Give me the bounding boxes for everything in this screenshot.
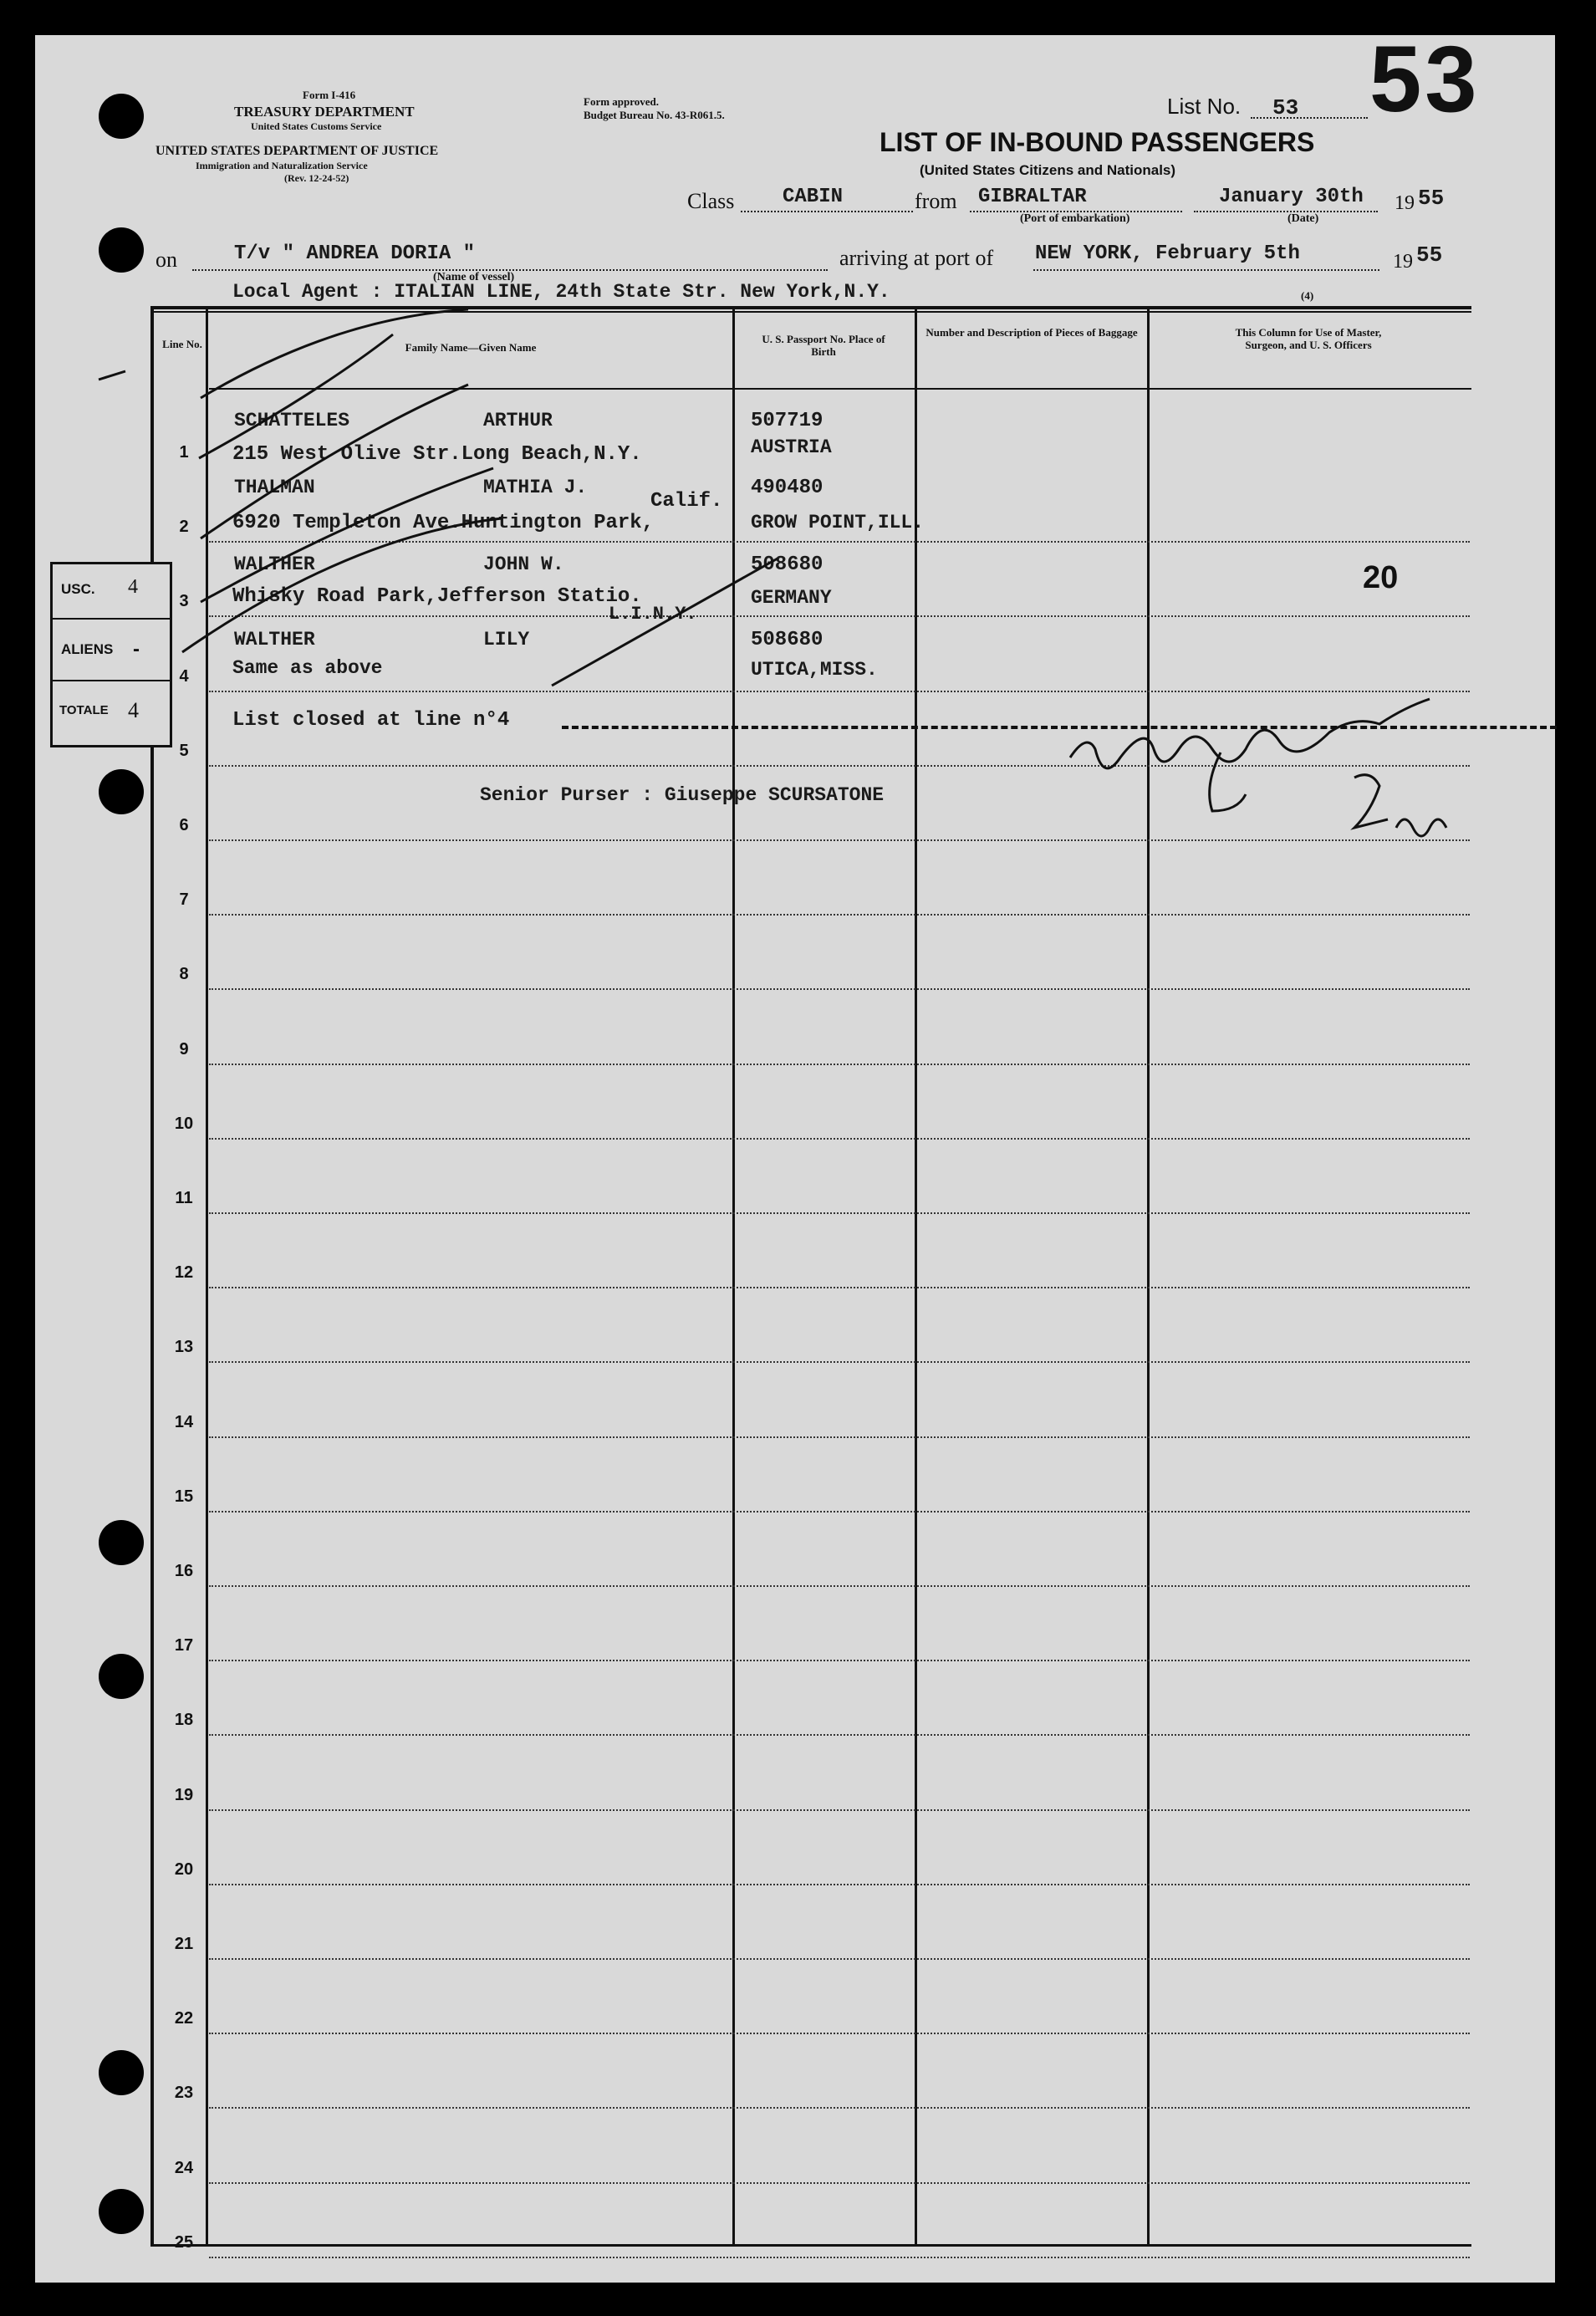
arrival-line [1033,269,1379,271]
port-embarkation: GIBRALTAR [978,186,1087,208]
line-number: 4 [179,666,189,686]
p1-family: SCHATTELES [234,410,350,431]
budget-bureau: Budget Bureau No. 43-R061.5. [584,109,725,121]
manifest-page [35,35,1555,2283]
p2-birthplace: GROW POINT,ILL. [751,512,925,533]
p4-passport: 508680 [751,629,823,651]
ref-4: (4) [1301,289,1314,302]
line-number: 18 [174,1711,194,1730]
arrival-port-date: NEW YORK, February 5th [1035,242,1300,265]
p2-passport: 490480 [751,477,823,499]
date-caption: (Date) [1288,212,1319,225]
line-number: 10 [174,1114,194,1133]
p3-given: JOHN W. [483,553,564,575]
line-number: 23 [174,2084,194,2103]
line-number: 17 [174,1636,194,1655]
treasury-dept: TREASURY DEPARTMENT [234,104,415,120]
row-divider [209,988,1470,990]
list-no-line [1251,117,1368,119]
row-divider [209,2107,1470,2109]
row-divider [209,2182,1470,2184]
tally-total-value: 4 [128,698,139,722]
arrival-year: 55 [1416,242,1443,268]
tally-aliens [53,621,170,681]
line-number: 16 [174,1562,194,1580]
tally-total [53,683,170,742]
row-divider [209,541,1470,543]
line-number: 6 [179,816,189,834]
row-divider [209,2033,1470,2034]
line-number: 21 [174,1935,194,1953]
list-closed: List closed at line n°4 [232,709,510,732]
year-embarkation: 55 [1418,186,1445,211]
line-number: 22 [174,2009,194,2028]
name-col-border [732,309,735,2246]
table-header-border [150,311,1471,313]
list-no-label: List No. [1167,94,1242,119]
class-value: CABIN [783,186,844,208]
class-label: Class [687,189,735,213]
row-divider [209,765,1470,767]
customs-service: United States Customs Service [251,120,382,132]
row-divider [209,2257,1470,2258]
col-baggage: Number and Description of Pieces of Baggage [925,326,1138,339]
p3-address2: L.I.N.Y. [609,604,697,625]
p2-address: 6920 Templeton Ave.Huntington Park, [232,512,655,534]
table-bottom-border [150,2244,1471,2247]
passport-col-border [915,309,917,2246]
column-header-rule [209,388,1471,390]
baggage-col-border [1147,309,1150,2246]
row-divider [209,1138,1470,1140]
punch-hole [99,1520,144,1565]
line-number: 20 [174,1859,194,1879]
line-number: 5 [179,741,189,760]
vessel-name: T/v " ANDREA DORIA " [234,242,476,265]
punch-hole [99,769,144,814]
page-title: LIST OF IN-BOUND PASSENGERS [880,127,1315,157]
row-divider [209,1809,1470,1811]
line-number: 25 [174,2232,194,2252]
p1-given: ARTHUR [483,410,553,431]
p4-birthplace: UTICA,MISS. [751,659,878,681]
officer-count: 20 [1363,560,1399,595]
row-divider [209,1511,1470,1513]
page-subtitle: (United States Citizens and Nationals) [920,162,1176,178]
punch-hole [99,2050,144,2095]
p3-birthplace: GERMANY [751,587,832,609]
senior-purser: Senior Purser : Giuseppe SCURSATONE [480,784,885,806]
p3-address: Whisky Road Park,Jefferson Statio. [232,585,642,608]
p2-note: Calif. [650,490,723,513]
p2-given: MATHIA J. [483,477,588,498]
year-prefix: 19 [1395,192,1415,214]
row-divider [209,1361,1470,1363]
port-caption: (Port of embarkation) [1020,212,1130,225]
line-number: 7 [179,890,189,910]
tally-aliens-value: - [133,638,140,661]
p4-address: Same as above [232,657,383,679]
p2-family: THALMAN [234,477,315,498]
arriving-label: arriving at port of [839,246,994,270]
row-divider [209,1660,1470,1661]
closing-dash-line [562,726,1557,729]
col-name: Family Name—Given Name [405,341,537,354]
tally-usc-value: 4 [128,576,138,598]
tally-box [50,562,172,747]
row-divider [209,1436,1470,1438]
p3-passport: 508680 [751,553,823,576]
justice-dept: UNITED STATES DEPARTMENT OF JUSTICE [156,144,439,158]
from-label: from [915,189,957,213]
row-divider [209,1212,1470,1214]
on-label: on [156,247,177,272]
local-agent: Local Agent : ITALIAN LINE, 24th State Str. New York,N.Y. [232,281,890,303]
line-number: 8 [179,965,189,984]
p1-passport: 507719 [751,410,823,432]
form-approved: Form approved. [584,95,660,108]
arrival-year-prefix: 19 [1393,251,1413,273]
line-number: 12 [174,1263,194,1283]
date-embarkation: January 30th [1219,186,1364,208]
col-line-no: Line No. [162,338,202,350]
col-officers: This Column for Use of Master, Surgeon, and U. S. Officers [1235,326,1382,351]
tally-total-label: TOTALE [59,703,109,717]
row-divider [209,615,1470,617]
line-number: 24 [174,2158,194,2177]
p4-family: WALTHER [234,629,315,650]
tally-aliens-label: ALIENS [61,641,114,657]
punch-hole [99,1654,144,1699]
row-divider [209,1958,1470,1960]
row-divider [209,1585,1470,1587]
line-number: 9 [179,1039,189,1059]
row-divider [209,1064,1470,1065]
date-line [1194,211,1378,212]
row-divider [209,1734,1470,1736]
form-number: Form I-416 [303,89,356,101]
row-divider [209,914,1470,916]
line-col-border [206,309,208,2246]
tally-usc [53,564,170,620]
punch-hole [99,94,144,139]
line-number: 3 [179,592,189,611]
p3-family: WALTHER [234,553,315,575]
line-number: 14 [174,1412,194,1431]
row-divider [209,691,1470,692]
p1-birthplace: AUSTRIA [751,436,832,458]
revision: (Rev. 12-24-52) [284,172,349,184]
line-number: 11 [175,1189,193,1207]
class-line [741,211,913,212]
punch-hole [99,227,144,273]
line-number: 2 [179,518,189,537]
row-divider [209,1884,1470,1885]
punch-hole [99,2189,144,2234]
page-number: 53 [1369,27,1481,131]
col-passport: U. S. Passport No. Place of Birth [762,333,885,358]
row-divider [209,1287,1470,1288]
p4-given: LILY [483,629,530,650]
ins-service: Immigration and Naturalization Service [196,160,368,171]
table-top-border [150,306,1471,309]
tally-usc-label: USC. [61,581,95,597]
line-number: 13 [174,1338,194,1357]
row-divider [209,839,1470,841]
line-number: 19 [174,1785,194,1804]
p1-address: 215 West Olive Str.Long Beach,N.Y. [232,443,642,466]
list-no-value: 53 [1272,95,1299,120]
vessel-caption: (Name of vessel) [433,271,515,283]
line-number: 15 [174,1487,194,1506]
line-number: 1 [179,443,189,462]
